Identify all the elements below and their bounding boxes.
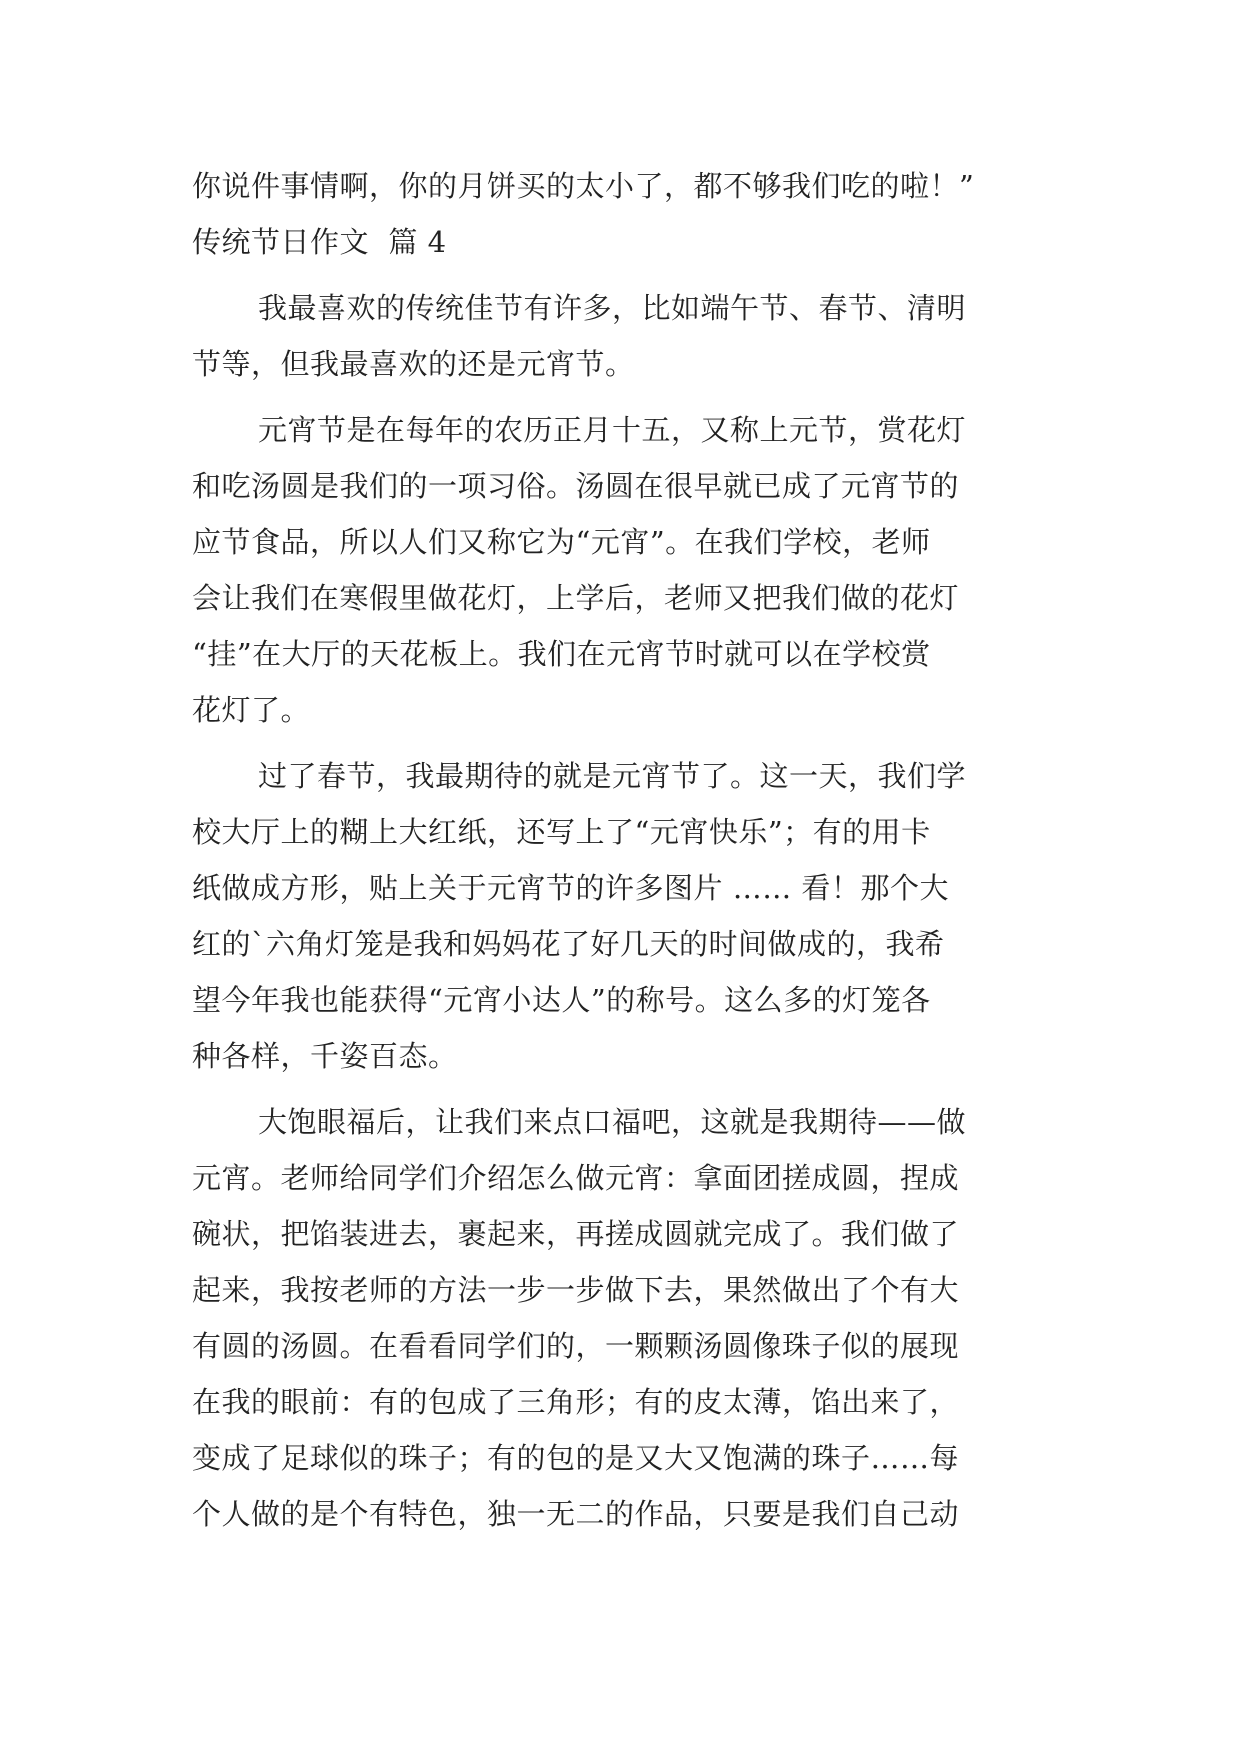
paragraph-line: 校大厅上的糊上大红纸，还写上了“元宵快乐”；有的用卡 (192, 815, 931, 849)
paragraph-1 (192, 280, 1052, 392)
paragraph-2 (192, 402, 1052, 738)
section-title: 传统节日作文 篇 4 (192, 225, 447, 259)
paragraph-line: 碗状，把馅装进去，裹起来，再搓成圆就完成了。我们做了 (192, 1217, 960, 1251)
paragraph-line: 会让我们在寒假里做花灯，上学后，老师又把我们做的花灯 (192, 581, 960, 615)
paragraph-line: 元宵节是在每年的农历正月十五，又称上元节，赏花灯 (258, 413, 967, 447)
paragraph-line: 花灯了。 (192, 693, 311, 727)
paragraph-line: 节等，但我最喜欢的还是元宵节。 (192, 347, 635, 381)
paragraph-line: 在我的眼前：有的包成了三角形；有的皮太薄，馅出来了， (192, 1385, 960, 1419)
paragraph-line: 变成了足球似的珠子；有的包的是又大又饱满的珠子……每 (192, 1441, 960, 1475)
intro-line: 你说件事情啊，你的月饼买的太小了，都不够我们吃的啦！” (192, 169, 975, 203)
paragraph-4 (192, 1094, 1052, 1542)
paragraph-line: 过了春节，我最期待的就是元宵节了。这一天，我们学 (258, 759, 967, 793)
paragraph-line: 有圆的汤圆。在看看同学们的，一颗颗汤圆像珠子似的展现 (192, 1329, 960, 1363)
paragraph-line: 我最喜欢的传统佳节有许多，比如端午节、春节、清明 (258, 291, 967, 325)
paragraph-line: 种各样，千姿百态。 (192, 1039, 458, 1073)
paragraph-line: 大饱眼福后，让我们来点口福吧，这就是我期待——做 (258, 1105, 967, 1139)
paragraph-line: 纸做成方形，贴上关于元宵节的许多图片 …… 看！那个大 (192, 871, 949, 905)
paragraph-line: 应节食品，所以人们又称它为“元宵”。在我们学校，老师 (192, 525, 931, 559)
paragraph-line: 元宵。老师给同学们介绍怎么做元宵：拿面团搓成圆，捏成 (192, 1161, 960, 1195)
paragraph-line: “挂”在大厅的天花板上。我们在元宵节时就可以在学校赏 (192, 637, 931, 671)
paragraph-line: 起来，我按老师的方法一步一步做下去，果然做出了个有大 (192, 1273, 960, 1307)
paragraph-line: 个人做的是个有特色，独一无二的作品，只要是我们自己动 (192, 1497, 960, 1531)
document-body (192, 158, 1052, 1552)
paragraph-line: 和吃汤圆是我们的一项习俗。汤圆在很早就已成了元宵节的 (192, 469, 960, 503)
paragraph-line: 望今年我也能获得“元宵小达人”的称号。这么多的灯笼各 (192, 983, 931, 1017)
paragraph-3 (192, 748, 1052, 1084)
paragraph-line: 红的`六角灯笼是我和妈妈花了好几天的时间做成的，我希 (192, 927, 945, 961)
